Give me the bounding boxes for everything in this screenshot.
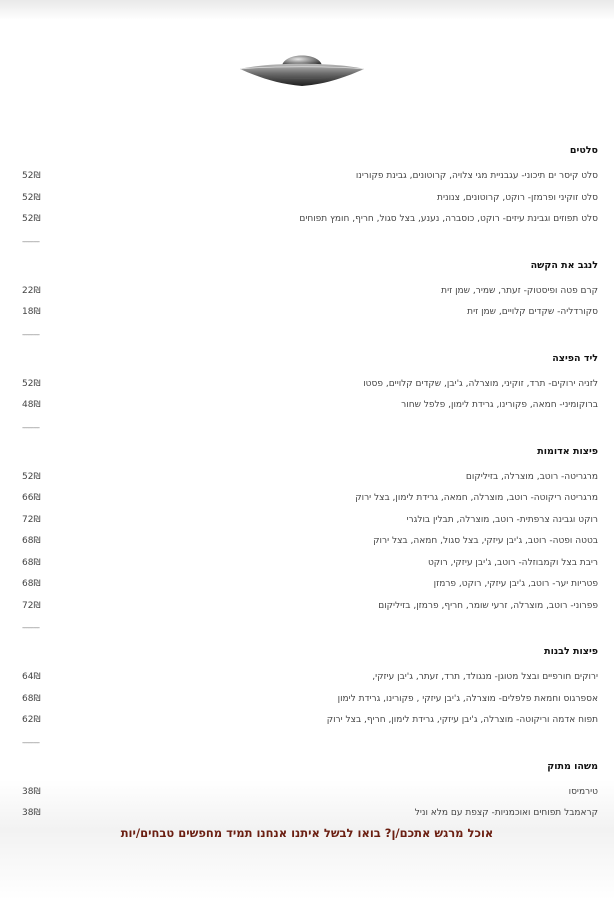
- menu-item-price: 72₪: [22, 514, 41, 525]
- menu-item-price: 68₪: [22, 536, 41, 546]
- section-divider: [22, 732, 598, 752]
- menu-item-name: מרגריטה- רוטב, מוצרלה, בזיליקום: [465, 471, 598, 482]
- menu-item: [22, 467, 598, 489]
- menu-item-price: 66₪: [22, 493, 41, 503]
- menu-item: [22, 302, 598, 324]
- menu-item-price: 38₪: [22, 808, 41, 818]
- menu-item-name: אספרגוס וחמאת פלפלים- מוצרלה, ג'יבן עיזקי , פקורינו, גרידת לימון: [337, 693, 598, 704]
- menu-item: [22, 531, 598, 553]
- menu-item-name: לזניה ירוקים- תרד, זוקיני, מוצרלה, ג'יבן, שקדים קלויים, פסטו: [363, 378, 598, 389]
- menu-item: [22, 395, 598, 417]
- menu-item-name: סלט קיסר ים תיכוני- עגבניית מגי צלויה, קרוטונים, גבינת פקורינו: [355, 171, 598, 181]
- menu-item-name: בטטה ופטה- רוטב, ג'יבן עיזקי, בצל סגול, חמאה, בצל ירוק: [373, 536, 598, 546]
- section-title: פיצות אדומות: [537, 445, 598, 457]
- menu-item: [22, 188, 598, 210]
- menu-item-name: פטריות יער- רוטב, ג'יבן עיזקי, רוקט, פרמזן: [433, 579, 598, 589]
- menu-item: [22, 689, 598, 711]
- menu-item-name: פפרוני- רוטב, מוצרלה, זרעי שומר, חריף, פרמזן, בזיליקום: [378, 600, 598, 611]
- menu-item-price: 68₪: [22, 693, 41, 704]
- menu-item-price: 68₪: [22, 557, 41, 568]
- menu-item: [22, 488, 598, 510]
- menu-item: [22, 782, 598, 804]
- menu-item-name: רוקט וגבינה צרפתית- רוטב, מוצרלה, תבלין בולגרי: [406, 514, 598, 525]
- menu-section: [22, 752, 598, 825]
- menu-item-name: סלט תפוזים וגבינת עיזים- רוקט, כוסברה, נענע, בצל סגול, חריף, חומץ תפוחים: [299, 214, 598, 224]
- section-divider: [22, 324, 598, 344]
- top-shadow: [0, 0, 614, 20]
- divider-dashes: ---------: [22, 236, 39, 246]
- menu-item-price: 52₪: [22, 378, 41, 389]
- menu-item-name: סלט זוקיני ופרמזן- רוקט, קרוטונים, צנונית: [437, 192, 598, 203]
- menu-item: [22, 574, 598, 596]
- menu-item-price: 52₪: [22, 192, 41, 203]
- menu-section: [22, 344, 598, 437]
- menu-item: [22, 166, 598, 188]
- menu-section: [22, 637, 598, 752]
- menu-item-price: 38₪: [22, 786, 41, 797]
- menu-item-name: מרגריטה ריקוטה- רוטב, מוצרלה, חמאה, גרידת לימון, בצל ירוק: [355, 493, 598, 503]
- menu-item-name: קרם פטה ופיסטוק- זעתר, שמיר, שמן זית: [441, 285, 598, 296]
- menu-item-price: 48₪: [22, 400, 41, 410]
- menu-item: [22, 510, 598, 532]
- menu-item-price: 52₪: [22, 471, 41, 482]
- menu-item-price: 52₪: [22, 214, 41, 224]
- menu-item: [22, 209, 598, 231]
- menu-section: [22, 136, 598, 251]
- section-divider: [22, 231, 598, 251]
- menu-item-price: 18₪: [22, 307, 41, 317]
- section-title: לנגב את הקשה: [530, 259, 598, 271]
- section-title: ליד הפיצה: [552, 352, 598, 364]
- footer-hiring-text: אוכל מרגש אתכם/ן? בואו לבשל איתנו אנחנו תמיד מחפשים טבחים/יות: [120, 826, 494, 840]
- menu-item: [22, 281, 598, 303]
- menu-item-name: ירוקים חורפיים ובצל מטוגן- מנגולד, תרד, זעתר, ג'יבן עיזקי,: [372, 672, 598, 682]
- divider-dashes: ---------: [22, 422, 39, 432]
- menu-item-price: 52₪: [22, 171, 41, 181]
- section-divider: [22, 617, 598, 637]
- menu-item-price: 72₪: [22, 600, 41, 611]
- divider-dashes: ---------: [22, 329, 39, 339]
- menu-item-name: ברוקומיני- חמאה, פקורינו, גרידת לימון, פלפל שחור: [401, 400, 598, 410]
- menu-item: [22, 667, 598, 689]
- menu-item-name: טירמיסו: [568, 786, 598, 797]
- section-title: פיצות לבנות: [544, 646, 598, 657]
- menu-item: [22, 803, 598, 825]
- menu-item-name: סקורדליה- שקדים קלויים, שמן זית: [467, 307, 598, 317]
- menu: [22, 136, 598, 825]
- section-title: משהו מתוק: [547, 760, 598, 772]
- section-title: סלטים: [569, 145, 598, 156]
- menu-item-price: 64₪: [22, 672, 41, 682]
- menu-item: [22, 374, 598, 396]
- menu-item-name: קראמבל תפוחים ואוכמניות- קצפת עם מלא וניל: [414, 808, 598, 818]
- flying-saucer-icon: [238, 42, 366, 94]
- menu-item-name: תפוח אדמה וריקוטה- מוצרלה, ג'יבן עיזקי, גרידת לימון, חריף, בצל ירוק: [326, 715, 598, 725]
- menu-item-name: ריבת בצל וקמבוזלה- רוטב, ג'יבן עיזקי, רוקט: [427, 557, 598, 568]
- divider-dashes: ---------: [22, 737, 39, 747]
- menu-section: [22, 251, 598, 344]
- section-divider: [22, 417, 598, 437]
- menu-item: [22, 596, 598, 618]
- menu-item-price: 62₪: [22, 715, 41, 725]
- menu-section: [22, 437, 598, 638]
- divider-dashes: ---------: [22, 623, 39, 632]
- menu-item: [22, 553, 598, 575]
- menu-item: [22, 710, 598, 732]
- menu-item-price: 22₪: [22, 285, 41, 296]
- menu-item-price: 68₪: [22, 579, 41, 589]
